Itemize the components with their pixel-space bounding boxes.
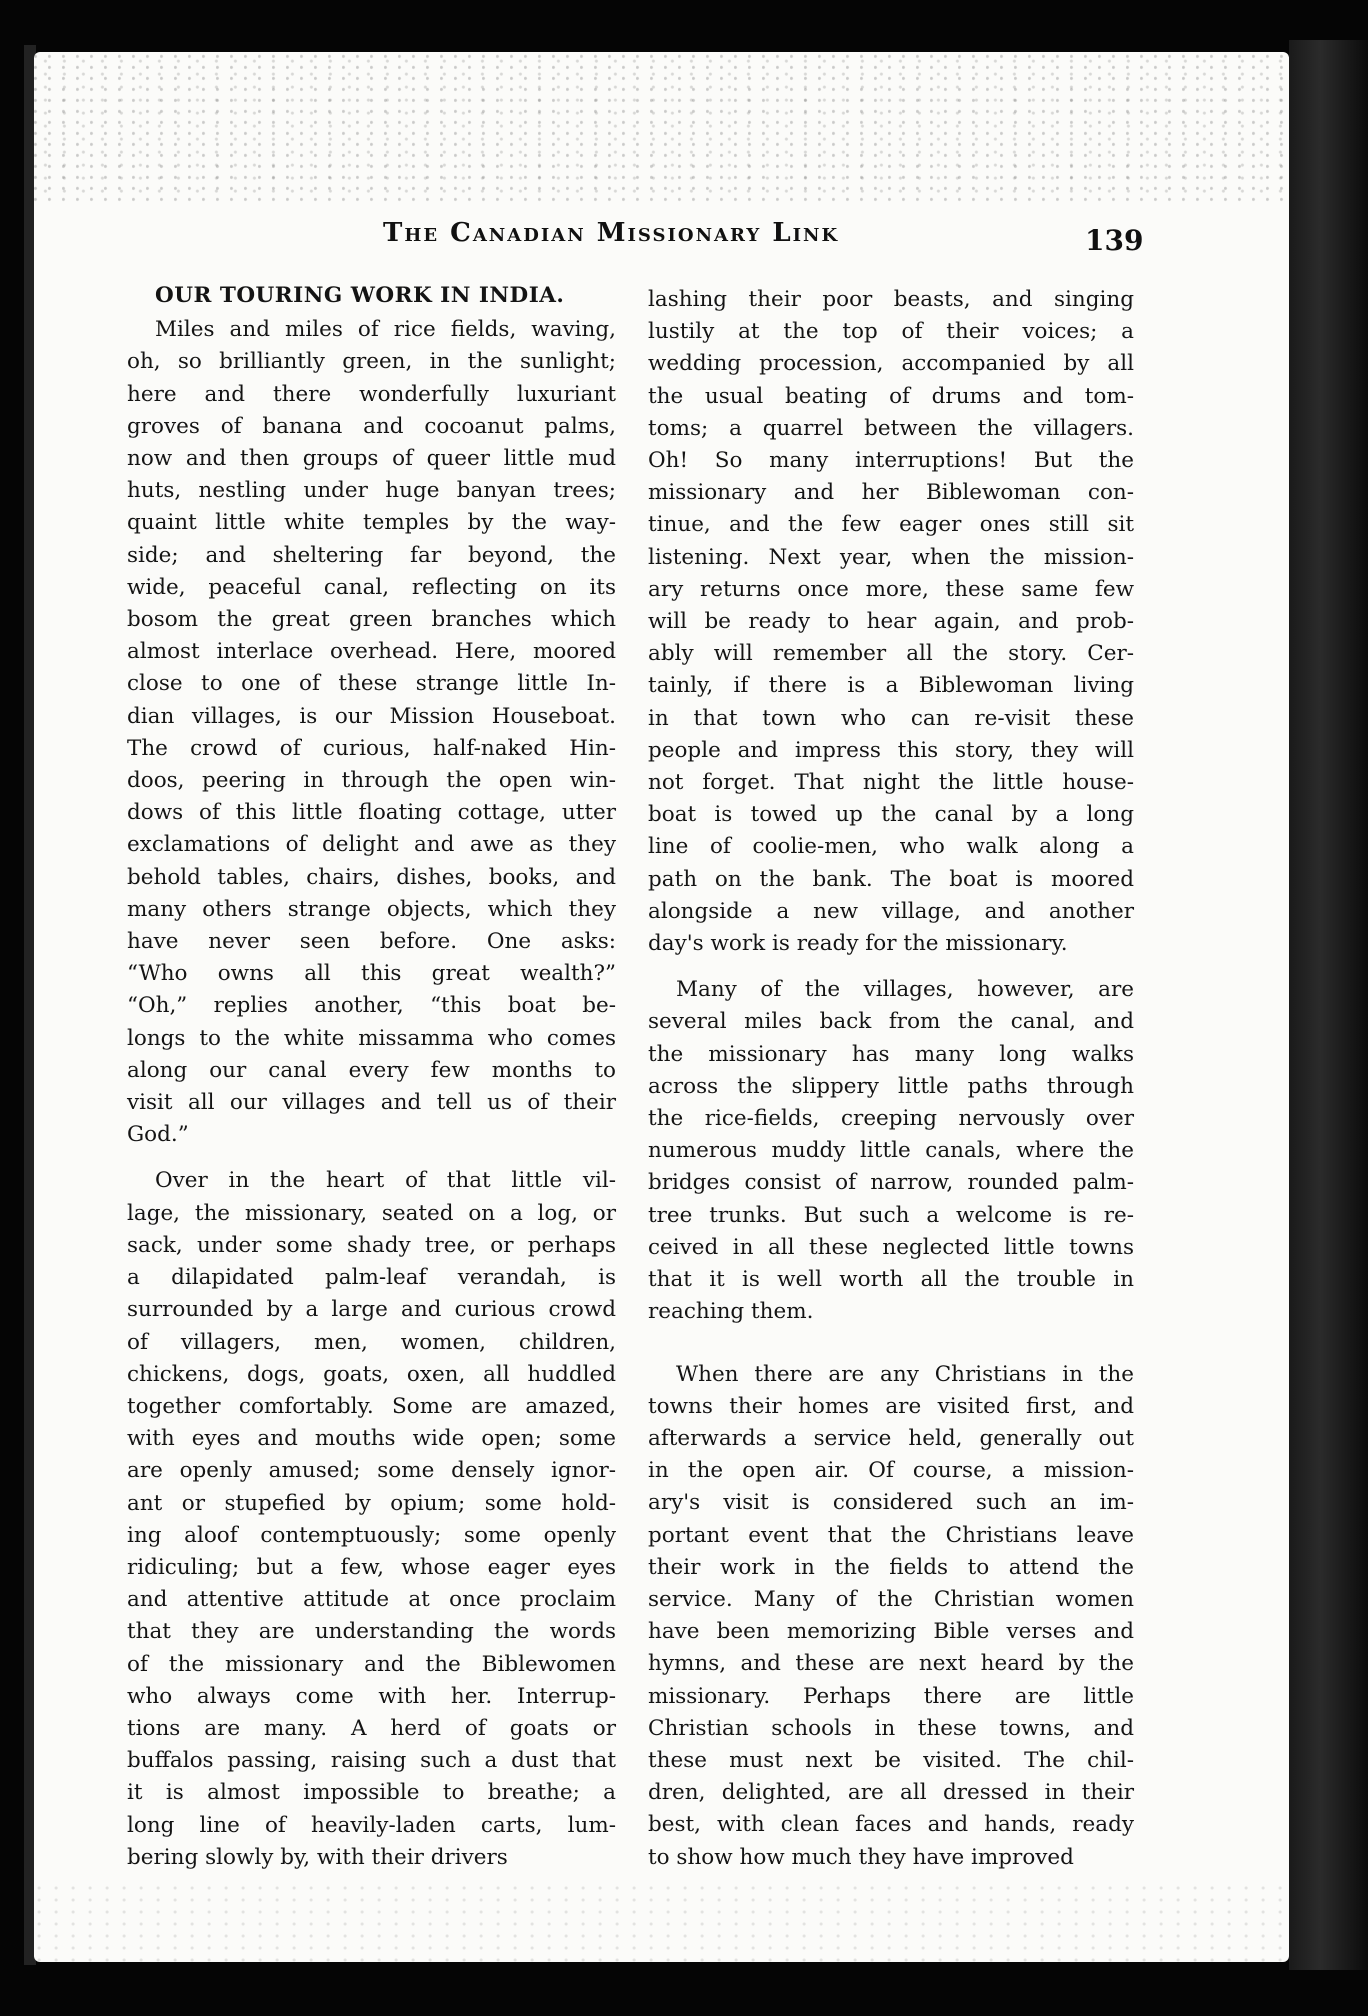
text-line: ably will remember all the story. Cer- — [648, 641, 1134, 667]
text-line: here and there wonderfully luxuriant — [127, 381, 616, 407]
text-line: visit all our villages and tell us of their — [127, 1090, 616, 1116]
text-line: have been memorizing Bible verses and — [648, 1619, 1134, 1645]
text-line: line of coolie-men, who walk along a — [648, 834, 1134, 860]
text-line: almost interlace overhead. Here, moored — [127, 639, 616, 665]
text-line: of the missionary and the Biblewomen — [127, 1651, 616, 1677]
text-line: bridges consist of narrow, rounded palm- — [648, 1170, 1134, 1196]
left-column-paragraphs — [127, 314, 616, 1874]
text-line: afterwards a service held, generally out — [648, 1425, 1134, 1451]
text-line: boat is towed up the canal by a long — [648, 802, 1134, 828]
text-line: dren, delighted, are all dressed in their — [648, 1780, 1134, 1806]
text-line: “Who owns all this great wealth?” — [127, 961, 616, 987]
text-line: ant or stupefied by opium; some hold- — [127, 1490, 616, 1516]
running-header: The Canadian Missionary Link — [383, 218, 840, 248]
text-line: ridiculing; but a few, whose eager eyes — [127, 1554, 616, 1580]
text-line: portant event that the Christians leave — [648, 1522, 1134, 1548]
text-line: buffalos passing, raising such a dust that — [127, 1748, 616, 1774]
text-line: now and then groups of queer little mud — [127, 446, 616, 472]
text-line: Many of the villages, however, are — [676, 977, 1134, 1003]
text-line: oh, so brilliantly green, in the sunlight; — [127, 349, 616, 375]
text-line: exclamations of delight and awe as they — [127, 832, 616, 858]
text-line: in the open air. Of course, a mission- — [648, 1458, 1134, 1484]
text-line: that it is well worth all the trouble in — [648, 1267, 1134, 1293]
text-line: these must next be visited. The chil- — [648, 1747, 1134, 1773]
text-line: tainly, if there is a Biblewoman living — [648, 673, 1134, 699]
text-line: with eyes and mouths wide open; some — [127, 1426, 616, 1452]
text-line: dows of this little floating cottage, utter — [127, 800, 616, 826]
text-line: service. Many of the Christian women — [648, 1586, 1134, 1612]
paragraph — [127, 314, 616, 1151]
text-line: day's work is ready for the missionary. — [648, 931, 1068, 957]
text-line: groves of banana and cocoanut palms, — [127, 413, 616, 439]
text-line: and attentive attitude at once proclaim — [127, 1587, 616, 1613]
text-line: surrounded by a large and curious crowd — [127, 1297, 616, 1323]
text-line: a dilapidated palm-leaf verandah, is — [127, 1265, 616, 1291]
paragraph — [127, 1165, 616, 1873]
text-line: many others strange objects, which they — [127, 896, 616, 922]
text-line: missionary and her Biblewoman con- — [648, 480, 1134, 506]
text-line: behold tables, chairs, dishes, books, and — [127, 864, 616, 890]
text-line: their work in the fields to attend the — [648, 1554, 1134, 1580]
text-line: not forget. That night the little house- — [648, 770, 1134, 796]
text-line: missionary. Perhaps there are little — [648, 1683, 1134, 1709]
text-line: listening. Next year, when the mission- — [648, 544, 1134, 570]
text-line: hymns, and these are next heard by the — [648, 1651, 1134, 1677]
text-line: bering slowly by, with their drivers — [127, 1844, 508, 1870]
text-line: Over in the heart of that little vil- — [155, 1168, 616, 1194]
paragraph — [648, 284, 1134, 960]
text-line: longs to the white missamma who comes — [127, 1025, 616, 1051]
text-line: lustily at the top of their voices; a — [648, 319, 1134, 345]
text-line: God.” — [127, 1122, 189, 1148]
text-line: Oh! So many interruptions! But the — [648, 448, 1134, 474]
text-line: are openly amused; some densely ignor- — [127, 1458, 616, 1484]
text-line: wedding procession, accompanied by all — [648, 351, 1134, 377]
text-line: huts, nestling under huge banyan trees; — [127, 478, 616, 504]
text-line: to show how much they have improved — [648, 1844, 1074, 1870]
page-number: 139 — [1085, 224, 1144, 257]
text-line: will be ready to hear again, and prob- — [648, 609, 1134, 635]
book-edge-right — [1289, 40, 1368, 1970]
text-line: people and impress this story, they will — [648, 737, 1134, 763]
text-line: the missionary has many long walks — [648, 1041, 1134, 1067]
text-line: doos, peering in through the open win- — [127, 768, 616, 794]
text-line: numerous muddy little canals, where the — [648, 1138, 1134, 1164]
text-line: several miles back from the canal, and — [648, 1009, 1134, 1035]
text-line: bosom the great green branches which — [127, 607, 616, 633]
text-line: reaching them. — [648, 1299, 814, 1325]
article-title: OUR TOURING WORK IN INDIA. — [155, 283, 565, 308]
text-line: close to one of these strange little In- — [127, 671, 616, 697]
text-line: along our canal every few months to — [127, 1057, 616, 1083]
text-line: ing aloof contemptuously; some openly — [127, 1522, 616, 1548]
text-line: alongside a new village, and another — [648, 898, 1134, 924]
right-column — [648, 284, 1134, 1874]
text-line: that they are understanding the words — [127, 1619, 616, 1645]
text-line: path on the bank. The boat is moored — [648, 866, 1134, 892]
text-line: wide, peaceful canal, reflecting on its — [127, 574, 616, 600]
text-line: “Oh,” replies another, “this boat be- — [127, 993, 616, 1019]
text-line: towns their homes are visited first, and — [648, 1393, 1134, 1419]
text-line: Miles and miles of rice fields, waving, — [155, 317, 616, 343]
text-line: lage, the missionary, seated on a log, or — [127, 1200, 616, 1226]
text-line: The crowd of curious, half-naked Hin- — [127, 735, 616, 761]
text-line: quaint little white temples by the way- — [127, 510, 616, 536]
text-line: tinue, and the few eager ones still sit — [648, 512, 1134, 538]
text-line: ary's visit is considered such an im- — [648, 1490, 1134, 1516]
text-line: Christian schools in these towns, and — [648, 1715, 1134, 1741]
text-line: in that town who can re-visit these — [648, 705, 1134, 731]
text-line: tions are many. A herd of goats or — [127, 1715, 616, 1741]
text-line: it is almost impossible to breathe; a — [127, 1780, 616, 1806]
text-line: sack, under some shady tree, or perhaps — [127, 1232, 616, 1258]
text-line: tree trunks. But such a welcome is re- — [648, 1202, 1134, 1228]
left-column — [127, 280, 616, 1874]
paragraph — [648, 1359, 1134, 1874]
text-line: the rice-fields, creeping nervously over — [648, 1106, 1134, 1132]
text-line: ceived in all these neglected little towns — [648, 1234, 1134, 1260]
text-line: best, with clean faces and hands, ready — [648, 1812, 1134, 1838]
text-line: across the slippery little paths through — [648, 1073, 1134, 1099]
right-column-paragraphs — [648, 284, 1134, 1874]
text-line: who always come with her. Interrup- — [127, 1683, 616, 1709]
text-line: When there are any Christians in the — [676, 1361, 1134, 1387]
page-top-noise — [34, 52, 1289, 202]
text-line: chickens, dogs, goats, oxen, all huddled — [127, 1361, 616, 1387]
text-line: together comfortably. Some are amazed, — [127, 1393, 616, 1419]
text-line: lashing their poor beasts, and singing — [648, 287, 1134, 312]
text-line: long line of heavily-laden carts, lum- — [127, 1812, 616, 1838]
paragraph — [648, 974, 1134, 1328]
text-line: the usual beating of drums and tom- — [648, 383, 1134, 409]
text-line: toms; a quarrel between the villagers. — [648, 415, 1134, 441]
text-line: ary returns once more, these same few — [648, 576, 1134, 602]
text-line: dian villages, is our Mission Houseboat. — [127, 703, 616, 729]
text-line: have never seen before. One asks: — [127, 929, 616, 955]
text-line: of villagers, men, women, children, — [127, 1329, 616, 1355]
text-line: side; and sheltering far beyond, the — [127, 542, 616, 568]
page-bottom-noise — [34, 1882, 1289, 1962]
